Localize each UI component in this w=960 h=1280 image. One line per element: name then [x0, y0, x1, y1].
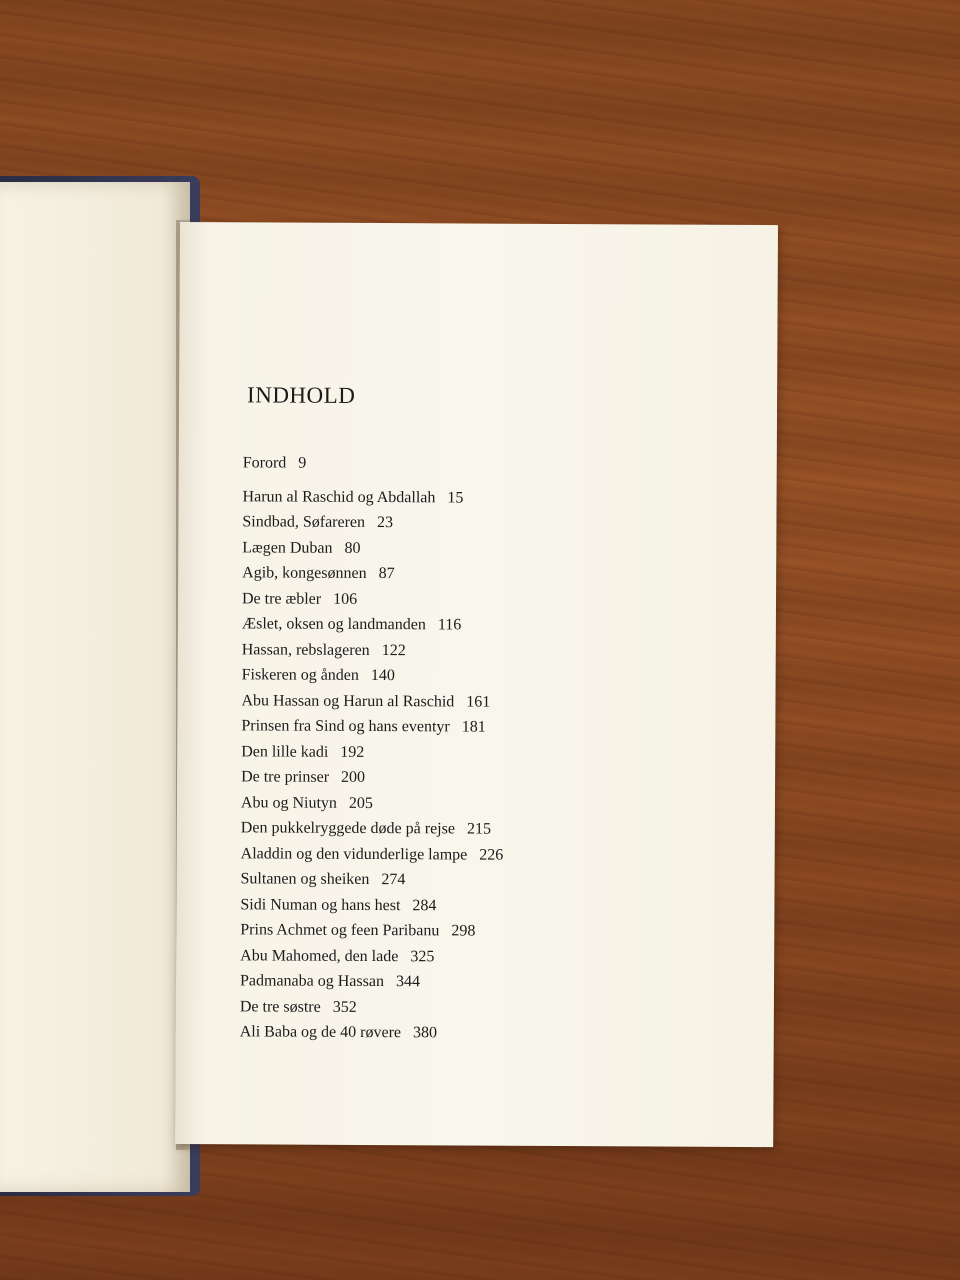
- toc-item: [242, 637, 682, 665]
- toc-item: [242, 484, 682, 512]
- toc-item-page: 140: [370, 667, 395, 685]
- toc-item-page: 181: [461, 718, 486, 736]
- toc-item-page: 87: [378, 565, 395, 583]
- toc-list: [240, 450, 683, 1047]
- toc-item-page: 15: [447, 488, 464, 506]
- toc-item-title: Padmanaba og Hassan: [239, 972, 385, 991]
- toc-item: [240, 968, 680, 996]
- toc-item-title: Prins Achmet og feen Paribanu: [240, 921, 440, 940]
- toc-item: [240, 917, 680, 945]
- toc-item-page: 116: [437, 616, 462, 634]
- toc-item-title: Fiskeren og ånden: [241, 666, 359, 684]
- toc-item: [242, 560, 682, 588]
- toc-item: [241, 739, 681, 767]
- toc-item-page: 205: [348, 794, 374, 812]
- left-page: [0, 182, 190, 1192]
- toc-item-page: 192: [340, 743, 365, 761]
- toc-item-page: 9: [298, 454, 307, 472]
- toc-item-page: 161: [466, 693, 491, 711]
- toc-item-title: Agib, kongesønnen: [242, 564, 367, 582]
- toc-item-page: 380: [412, 1024, 438, 1042]
- toc-item-title: Abu Hassan og Harun al Raschid: [241, 691, 455, 710]
- toc-item: [242, 662, 682, 690]
- toc-item: [240, 994, 680, 1022]
- toc-item-page: 215: [466, 820, 492, 838]
- toc-item-title: Lægen Duban: [242, 538, 333, 557]
- toc-item-title: Hassan, rebslageren: [241, 640, 370, 659]
- toc-item: [242, 586, 682, 614]
- toc-item-page: 298: [451, 922, 476, 940]
- toc-item: [241, 764, 681, 792]
- toc-item-page: 284: [412, 896, 437, 914]
- toc-item-page: 325: [410, 947, 435, 965]
- toc-item-title: De tre æbler: [241, 589, 322, 608]
- toc-item-title: De tre søstre: [239, 997, 321, 1016]
- toc-item-title: Æslet, oksen og landmanden: [241, 615, 426, 634]
- toc-item: [242, 535, 682, 563]
- toc-item: [241, 713, 681, 741]
- toc-item: [240, 943, 680, 971]
- toc-item-title: Ali Baba og de 40 røvere: [239, 1023, 402, 1042]
- toc-item-title: De tre prinser: [241, 768, 330, 786]
- toc-item: [242, 611, 682, 639]
- toc-item-title: Prinsen fra Sind og hans eventyr: [241, 717, 450, 736]
- toc-item-page: 23: [377, 514, 394, 532]
- toc-item: [241, 790, 681, 818]
- toc-item: [241, 841, 681, 869]
- toc-item-title: Sultanen og sheiken: [240, 870, 370, 889]
- toc-item-title: Sindbad, Søfareren: [242, 513, 366, 531]
- toc-item: [240, 892, 680, 920]
- toc-item-page: 226: [479, 846, 504, 864]
- right-page: [175, 222, 778, 1147]
- toc-item-page: 344: [395, 973, 421, 991]
- toc-item-title: Sidi Numan og hans hest: [240, 895, 401, 914]
- toc-item-title: Den lille kadi: [241, 742, 329, 761]
- toc-item-foreword: [243, 450, 683, 478]
- toc-item-title: Abu Mahomed, den lade: [240, 946, 399, 965]
- toc-item-page: 122: [381, 641, 406, 659]
- toc-item: [241, 815, 681, 843]
- toc-item: [240, 1019, 680, 1047]
- toc-item: [242, 509, 682, 537]
- toc-item: [241, 688, 681, 716]
- toc-item-title: Forord: [242, 454, 287, 472]
- toc-item-page: 106: [333, 590, 358, 608]
- toc-item-title: Abu og Niutyn: [240, 793, 338, 812]
- toc-heading: INDHOLD: [247, 382, 356, 408]
- toc-item: [240, 866, 680, 894]
- toc-item-title: Harun al Raschid og Abdallah: [242, 487, 436, 506]
- toc-item-page: 352: [332, 998, 357, 1016]
- toc-item-page: 274: [381, 871, 406, 889]
- toc-item-page: 200: [341, 768, 366, 786]
- toc-item-title: Den pukkelryggede døde på rejse: [240, 819, 456, 838]
- toc-item-title: Aladdin og den vidunderlige lampe: [240, 844, 468, 864]
- toc-item-page: 80: [344, 539, 361, 557]
